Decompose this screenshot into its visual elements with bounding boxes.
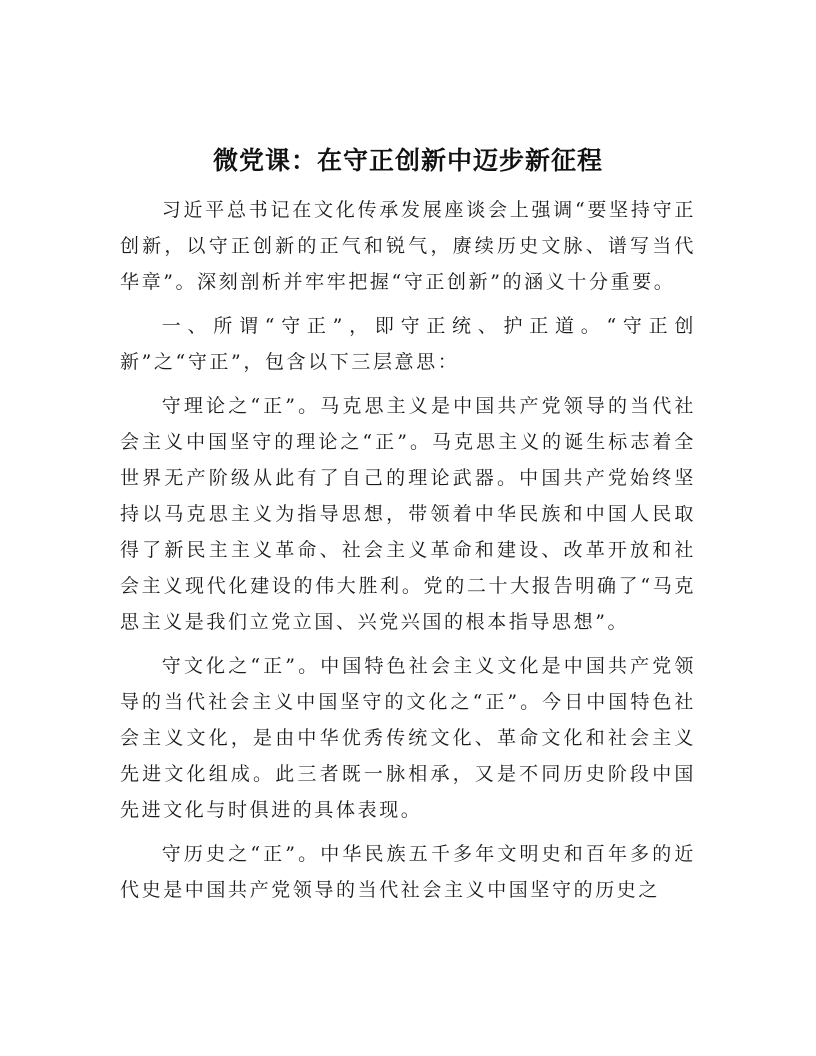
- paragraph-culture: 守文化之“正”。中国特色社会主义文化是中国共产党领导的当代社会主义中国坚守的文化之“正”。今日中国特色社会主义文化，是由中华优秀传统文化、革命文化和社会主义先进文化组成。此三者既一脉相承，又是不同历史阶段中国先进文化与时俱进的具体表现。: [120, 655, 696, 821]
- document-body: [120, 192, 696, 916]
- document-title: 微党课：在守正创新中迈步新征程: [212, 146, 603, 175]
- paragraph-history: 守历史之“正”。中华民族五千多年文明史和百年多的近代史是中国共产党领导的当代社会主义中国坚守的历史之: [120, 843, 696, 901]
- paragraph-section-one: 一、所谓“守正”，即守正统、护正道。“守正创新”之“守正”，包含以下三层意思：: [120, 315, 696, 373]
- paragraph-theory: 守理论之“正”。马克思主义是中国共产党领导的当代社会主义中国坚守的理论之“正”。马克思主义的诞生标志着全世界无产阶级从此有了自己的理论武器。中国共产党始终坚持以马克思主义为指导思想，带领着中华民族和中国人民取得了新民主主义革命、社会主义革命和建设、改革开放和社会主义现代化建设的伟大胜利。党的二十大报告明确了“马克思主义是我们立党立国、兴党兴国的根本指导思想”。: [120, 395, 696, 633]
- paragraph-intro: 习近平总书记在文化传承发展座谈会上强调“要坚持守正创新，以守正创新的正气和锐气，赓续历史文脉、谱写当代华章”。深刻剖析并牢牢把握“守正创新”的涵义十分重要。: [120, 199, 696, 293]
